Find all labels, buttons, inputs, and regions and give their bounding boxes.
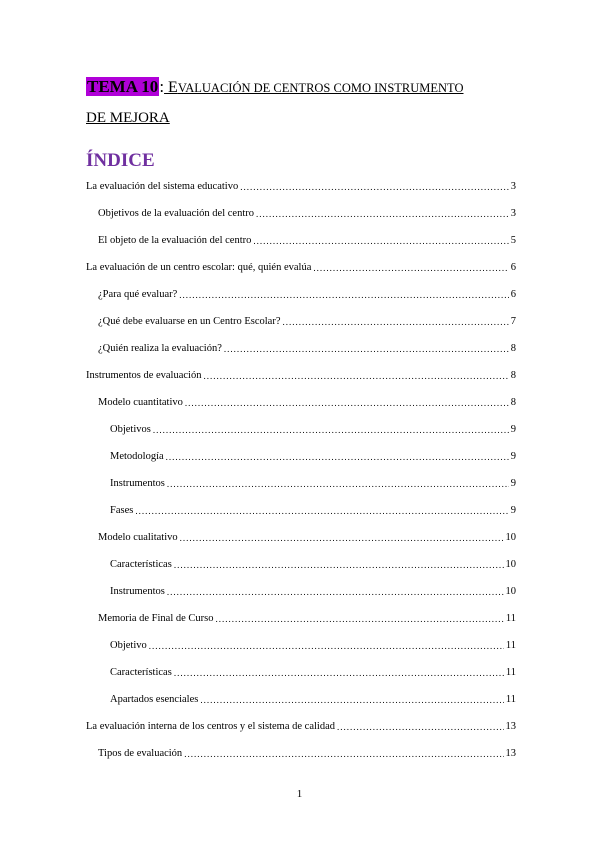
toc-entry-page: 10 — [505, 532, 516, 543]
document-title — [86, 76, 516, 99]
title-smallcaps: VALUACIÓN DE CENTROS COMO INSTRUMENTO — [177, 81, 464, 95]
toc-leader-dots — [240, 182, 509, 192]
toc-entry[interactable] — [86, 524, 516, 551]
toc-entry-page: 8 — [510, 370, 516, 381]
toc-entry-page: 9 — [510, 505, 516, 516]
toc-entry[interactable] — [86, 443, 516, 470]
toc-entry[interactable] — [86, 335, 516, 362]
toc-entry-page: 5 — [510, 235, 516, 246]
toc-entry-label: La evaluación de un centro escolar: qué, quién evalúa — [86, 262, 312, 273]
toc-entry[interactable] — [86, 254, 516, 281]
toc-entry-label: La evaluación del sistema educativo — [86, 181, 239, 192]
toc-entry[interactable] — [86, 605, 516, 632]
toc-entry-page: 3 — [510, 181, 516, 192]
toc-entry-page: 11 — [505, 613, 516, 624]
toc-leader-dots — [215, 614, 503, 624]
toc-leader-dots — [167, 587, 504, 597]
title-initial: E — [164, 79, 178, 96]
toc-entry[interactable] — [86, 578, 516, 605]
index-heading: ÍNDICE — [86, 150, 155, 171]
toc-leader-dots — [174, 560, 504, 570]
toc-entry-page: 7 — [510, 316, 516, 327]
toc-entry-page: 8 — [510, 397, 516, 408]
toc-leader-dots — [153, 425, 509, 435]
toc-entry-page: 13 — [505, 748, 516, 759]
toc-entry-label: Características — [110, 667, 172, 678]
toc-entry-label: Objetivo — [110, 640, 147, 651]
toc-entry[interactable] — [86, 200, 516, 227]
toc-entry[interactable] — [86, 389, 516, 416]
toc-entry-label: Instrumentos de evaluación — [86, 370, 202, 381]
toc-entry[interactable] — [86, 740, 516, 767]
toc-entry-page: 6 — [510, 289, 516, 300]
title-colon: : — [159, 77, 165, 96]
toc-entry[interactable] — [86, 227, 516, 254]
toc-entry-page: 9 — [510, 478, 516, 489]
toc-entry-label: Modelo cuantitativo — [98, 397, 183, 408]
toc-entry-label: Objetivos — [110, 424, 151, 435]
toc-entry[interactable] — [86, 686, 516, 713]
toc-leader-dots — [337, 722, 504, 732]
toc-leader-dots — [184, 749, 503, 759]
toc-entry-label: El objeto de la evaluación del centro — [98, 235, 252, 246]
toc-leader-dots — [253, 236, 508, 246]
page-number: 1 — [296, 788, 303, 800]
toc-entry[interactable] — [86, 173, 516, 200]
toc-entry[interactable] — [86, 470, 516, 497]
toc-entry-page: 9 — [510, 424, 516, 435]
toc-leader-dots — [256, 209, 509, 219]
toc-entry-page: 11 — [505, 667, 516, 678]
toc-entry[interactable] — [86, 713, 516, 740]
toc-entry-label: La evaluación interna de los centros y el sistema de calidad — [86, 721, 335, 732]
toc-entry-page: 9 — [510, 451, 516, 462]
toc-entry-page: 13 — [505, 721, 516, 732]
toc-entry[interactable] — [86, 551, 516, 578]
toc-leader-dots — [180, 533, 504, 543]
toc-entry[interactable] — [86, 497, 516, 524]
toc-entry[interactable] — [86, 308, 516, 335]
toc-leader-dots — [149, 641, 504, 651]
toc-leader-dots — [185, 398, 509, 408]
toc-entry-label: Fases — [110, 505, 134, 516]
toc-leader-dots — [283, 317, 509, 327]
toc-leader-dots — [200, 695, 504, 705]
toc-entry[interactable] — [86, 416, 516, 443]
toc-leader-dots — [224, 344, 509, 354]
toc-entry[interactable] — [86, 659, 516, 686]
toc-entry-page: 3 — [510, 208, 516, 219]
toc-entry[interactable] — [86, 632, 516, 659]
toc-entry-label: Tipos de evaluación — [98, 748, 183, 759]
toc-entry-label: Apartados esenciales — [110, 694, 199, 705]
title-rest — [164, 79, 463, 96]
toc-leader-dots — [166, 452, 509, 462]
document-title-line2: DE MEJORA — [86, 110, 170, 126]
toc-entry-label: Instrumentos — [110, 478, 165, 489]
tema-highlight: TEMA 10 — [87, 77, 159, 96]
toc-entry[interactable] — [86, 362, 516, 389]
toc-entry-label: Objetivos de la evaluación del centro — [98, 208, 254, 219]
toc-entry-label: ¿Qué debe evaluarse en un Centro Escolar? — [98, 316, 281, 327]
toc-leader-dots — [135, 506, 508, 516]
toc-entry-page: 11 — [505, 640, 516, 651]
toc-leader-dots — [174, 668, 504, 678]
toc-entry-page: 6 — [510, 262, 516, 273]
toc-entry-label: Modelo cualitativo — [98, 532, 178, 543]
toc-entry-page: 11 — [505, 694, 516, 705]
toc-entry-page: 8 — [510, 343, 516, 354]
toc-entry-label: ¿Para qué evaluar? — [98, 289, 178, 300]
toc-entry-label: Metodología — [110, 451, 164, 462]
toc-entry-label: ¿Quién realiza la evaluación? — [98, 343, 222, 354]
toc-entry-label: Memoria de Final de Curso — [98, 613, 214, 624]
toc-entry-label: Instrumentos — [110, 586, 165, 597]
toc-leader-dots — [179, 290, 508, 300]
toc-entry-page: 10 — [505, 586, 516, 597]
toc-entry-label: Características — [110, 559, 172, 570]
table-of-contents — [86, 173, 516, 767]
toc-leader-dots — [203, 371, 508, 381]
toc-leader-dots — [313, 263, 508, 273]
toc-entry[interactable] — [86, 281, 516, 308]
toc-entry-page: 10 — [505, 559, 516, 570]
toc-leader-dots — [167, 479, 509, 489]
